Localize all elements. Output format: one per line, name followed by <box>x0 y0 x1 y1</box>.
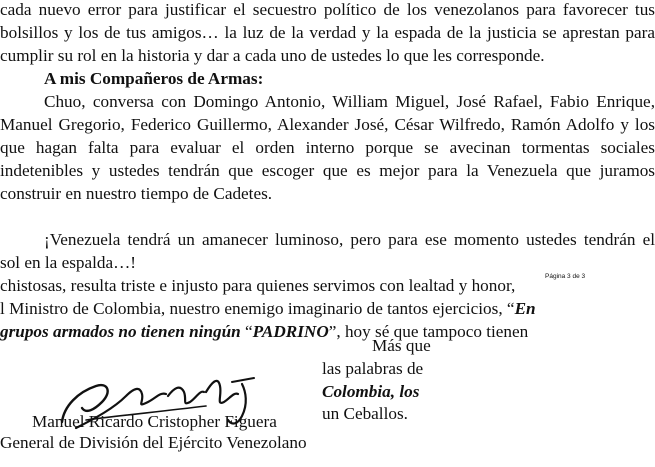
body-line: bolsillos y los de tus amigos… la luz de la verdad y la espada de la justicia se aprestan para <box>0 23 655 42</box>
signer-name: Manuel Ricardo Cristopher Figuera <box>32 412 277 431</box>
body-line: construir en nuestro tiempo de Cadetes. <box>0 184 273 203</box>
body-line: Manuel Gregorio, Federico Guillermo, Alexander José, César Wilfredo, Ramón Adolfo y los <box>0 115 655 134</box>
quote-line: l Ministro de Colombia, nuestro enemigo imaginario de tantos ejercicios, “En <box>0 299 536 318</box>
fragment-line: Más que <box>372 336 431 355</box>
body-line: que hagan falta para evaluar el orden interno porque se avecinan tormentas sociales <box>0 138 655 157</box>
body-line: chistosas, resulta triste e injusto para quienes servimos con lealtad y honor, <box>0 276 516 295</box>
body-line: cada nuevo error para justificar el secuestro político de los venezolanos para favorecer tus <box>0 0 655 19</box>
section-heading: A mis Compañeros de Armas: <box>44 69 264 88</box>
page-number: Página 3 de 3 <box>545 273 586 280</box>
fragment-line: Colombia, los <box>322 382 420 401</box>
body-line: ¡Venezuela tendrá un amanecer luminoso, pero para ese momento ustedes tendrán el <box>44 230 655 249</box>
quote-line: grupos armados no tienen ningún “PADRINO”, hoy sé que tampoco tienen <box>0 322 529 341</box>
body-line: Chuo, conversa con Domingo Antonio, William Miguel, José Rafael, Fabio Enrique, <box>44 92 655 111</box>
fragment-line: un Ceballos. <box>322 404 408 423</box>
fragment-line: las palabras de <box>322 359 424 378</box>
body-line: sol en la espalda…! <box>0 253 137 272</box>
body-line: cumplir su rol en la historia y dar a cada uno de ustedes lo que les corresponde. <box>0 46 545 65</box>
body-line: indetenibles y ustedes tendrán que escoger que es mejor para la Venezuela que juramos <box>0 161 655 180</box>
signer-title: General de División del Ejército Venezolano <box>0 433 307 452</box>
